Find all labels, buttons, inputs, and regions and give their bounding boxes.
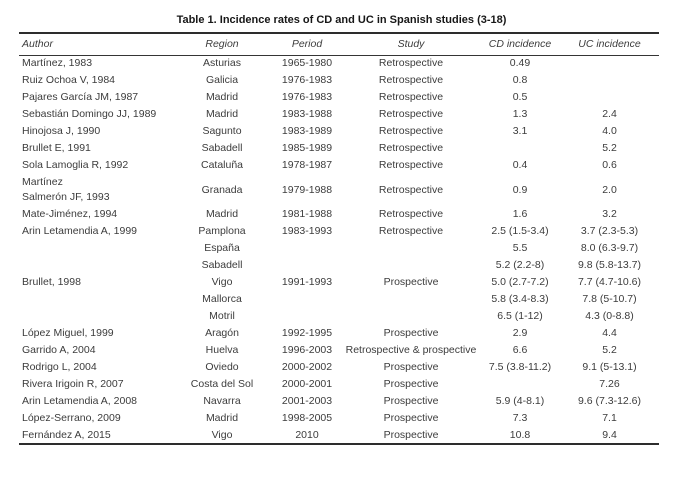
cell-author-line: Salmerón JF, 1993 — [22, 191, 110, 203]
cell-uc-incidence: 9.4 — [602, 428, 617, 441]
cell-cd-incidence: 6.6 — [512, 344, 528, 356]
cell-uc-incidence-line: 4.3 (0-8.8) — [585, 310, 634, 322]
cell-study: Retrospective — [378, 108, 444, 120]
cell-cd-incidence: 0.4 — [512, 159, 528, 171]
cell-study: Retrospective — [378, 183, 444, 196]
cell-cd-incidence: 7.5 (3.8-11.2) — [488, 361, 552, 373]
cell-region-line: Sabadell — [201, 259, 243, 271]
cell-region: Sabadell — [201, 142, 243, 154]
cell-study: Prospective — [383, 412, 439, 424]
cell-uc-incidence-line: 7.8 (5-10.7) — [582, 293, 637, 305]
table-row — [19, 376, 659, 393]
cell-region: Madrid — [205, 412, 239, 424]
cell-cd-incidence — [480, 376, 560, 393]
cell-author-line: Martínez — [22, 176, 63, 188]
table-row — [19, 55, 659, 72]
cell-cd-incidence: 2.5 (1.5-3.4) — [491, 225, 549, 237]
cell-period: 2000-2001 — [281, 378, 333, 390]
cell-region: Vigo — [211, 428, 233, 441]
cell-cd-incidence: 5.9 (4-8.1) — [495, 395, 545, 407]
cell-study: Prospective — [383, 378, 439, 390]
cell-cd-incidence: 0.9 — [512, 183, 528, 196]
cell-cd-incidence: 0.5 — [512, 91, 528, 103]
cell-region: Madrid — [205, 91, 239, 103]
cell-cd-incidence-line: 5.0 (2.7-7.2) — [491, 276, 549, 288]
cell-study: Prospective — [383, 327, 439, 339]
table-row — [19, 410, 659, 427]
cell-cd-incidence — [480, 140, 560, 157]
cell-period: 1965-1980 — [281, 57, 333, 70]
cell-study: Retrospective — [378, 74, 444, 86]
cell-period: 1978-1987 — [281, 159, 333, 171]
cell-region: Sagunto — [202, 125, 242, 137]
cell-region: Navarra — [203, 395, 241, 407]
cell-author: Fernández A, 2015 — [22, 428, 111, 441]
table-row — [19, 359, 659, 376]
cell-uc-incidence: 7.1 — [602, 412, 617, 424]
cell-uc-incidence: 0.6 — [602, 159, 617, 171]
cell-uc-incidence — [560, 55, 659, 72]
column-header-region: Region — [172, 33, 272, 55]
cell-region: Granada — [201, 183, 243, 196]
cell-study: Prospective — [383, 361, 439, 373]
table-row — [19, 174, 659, 206]
cell-region: Aragón — [205, 327, 239, 339]
column-header-study: Study — [342, 33, 480, 55]
cell-region: Galicia — [205, 74, 239, 86]
cell-period: 1983-1993 — [281, 225, 333, 237]
cell-period: 2000-2002 — [281, 361, 333, 373]
cell-period: 1979-1988 — [281, 183, 333, 196]
cell-uc-incidence — [560, 240, 659, 325]
column-header-author: Author — [19, 33, 172, 55]
cell-cd-incidence: 1.6 — [512, 208, 528, 220]
cell-period: 1976-1983 — [281, 74, 333, 86]
cell-cd-incidence — [480, 240, 560, 325]
cell-author: Brullet, 1998 — [22, 276, 81, 288]
cell-study: Retrospective — [378, 57, 444, 70]
cell-author: Sola Lamoglia R, 1992 — [22, 159, 129, 171]
cell-uc-incidence: 4.0 — [602, 125, 617, 137]
cell-study: Prospective — [383, 428, 439, 441]
column-header-cd-incidence: CD incidence — [480, 33, 560, 55]
table-row — [19, 72, 659, 89]
cell-uc-incidence: 3.2 — [602, 208, 617, 220]
cell-period: 1985-1989 — [281, 142, 333, 154]
cell-author: López-Serrano, 2009 — [22, 412, 121, 424]
cell-author: Brullet E, 1991 — [22, 142, 91, 154]
cell-region: Asturias — [203, 57, 241, 70]
cell-period: 1996-2003 — [281, 344, 333, 356]
table-row — [19, 140, 659, 157]
table-row — [19, 240, 659, 325]
table-row — [19, 206, 659, 223]
cell-study: Retrospective — [378, 91, 444, 103]
cell-author: Pajares García JM, 1987 — [22, 91, 139, 103]
cell-region: Madrid — [205, 208, 239, 220]
cell-region: Huelva — [205, 344, 239, 356]
cell-study: Retrospective — [378, 225, 444, 237]
cell-author: Rivera Irigoin R, 2007 — [22, 378, 124, 390]
cell-uc-incidence: 2.4 — [602, 108, 617, 120]
cell-author: Garrido A, 2004 — [22, 344, 96, 356]
cell-region: Cataluña — [200, 159, 244, 171]
cell-region — [172, 240, 272, 325]
cell-period: 2010 — [295, 428, 319, 441]
cell-uc-incidence: 4.4 — [602, 327, 617, 339]
table-row — [19, 89, 659, 106]
cell-uc-incidence: 5.2 — [602, 344, 617, 356]
cell-study: Retrospective — [378, 125, 444, 137]
cell-author: Ruiz Ochoa V, 1984 — [22, 74, 116, 86]
cell-cd-incidence-line: 6.5 (1-12) — [497, 310, 543, 322]
cell-uc-incidence: 7.26 — [599, 378, 620, 390]
cell-study: Retrospective — [378, 208, 444, 220]
table-row — [19, 427, 659, 444]
cell-study: Retrospective & prospective — [345, 344, 477, 356]
table-row — [19, 223, 659, 240]
cell-uc-incidence: 5.2 — [602, 142, 617, 154]
table-body — [19, 55, 659, 444]
cell-author: Mate-Jiménez, 1994 — [22, 208, 118, 220]
cell-period: 1998-2005 — [281, 412, 333, 424]
cell-uc-incidence: 9.1 (5-13.1) — [582, 361, 637, 373]
table-title: Table 1. Incidence rates of CD and UC in Spanish studies (3-18) — [176, 14, 507, 26]
cell-author: Sebastián Domingo JJ, 1989 — [22, 108, 157, 120]
table-row — [19, 393, 659, 410]
column-header-period: Period — [272, 33, 342, 55]
cell-region-line: Motril — [209, 310, 235, 322]
cell-study: Prospective — [383, 395, 439, 407]
incidence-table — [19, 32, 659, 445]
table-row — [19, 325, 659, 342]
cell-author: López Miguel, 1999 — [22, 327, 114, 339]
cell-cd-incidence: 1.3 — [512, 108, 528, 120]
cell-uc-incidence: 3.7 (2.3-5.3) — [580, 225, 639, 237]
cell-uc-incidence-line: 7.7 (4.7-10.6) — [577, 276, 642, 288]
cell-period: 1981-1988 — [281, 208, 333, 220]
cell-author: Martínez, 1983 — [22, 57, 93, 70]
cell-period: 2001-2003 — [281, 395, 333, 407]
cell-period: 1983-1989 — [281, 125, 333, 137]
cell-period: 1983-1988 — [281, 108, 333, 120]
cell-cd-incidence-line: 5.8 (3.4-8.3) — [491, 293, 549, 305]
table-row — [19, 123, 659, 140]
cell-cd-incidence: 0.8 — [512, 74, 528, 86]
cell-cd-incidence: 2.9 — [512, 327, 528, 339]
cell-author: Arin Letamendia A, 1999 — [22, 225, 137, 237]
cell-author: Hinojosa J, 1990 — [22, 125, 101, 137]
cell-uc-incidence-line: 8.0 (6.3-9.7) — [580, 242, 639, 254]
table-row — [19, 157, 659, 174]
cell-region: Costa del Sol — [190, 378, 254, 390]
column-header-uc-incidence: UC incidence — [560, 33, 659, 55]
table-row — [19, 342, 659, 359]
cell-uc-incidence — [560, 89, 659, 106]
cell-cd-incidence: 3.1 — [512, 125, 528, 137]
cell-study: Prospective — [383, 276, 439, 288]
cell-region-line: Mallorca — [202, 293, 242, 305]
cell-region-line: Vigo — [211, 276, 233, 288]
cell-uc-incidence-line: 9.8 (5.8-13.7) — [577, 259, 642, 271]
cell-cd-incidence-line: 5.5 — [512, 242, 528, 254]
cell-uc-incidence: 9.6 (7.3-12.6) — [577, 395, 642, 407]
cell-cd-incidence: 7.3 — [512, 412, 528, 424]
cell-uc-incidence: 2.0 — [602, 183, 617, 196]
cell-region: Oviedo — [205, 361, 239, 373]
cell-period: 1992-1995 — [281, 327, 333, 339]
cell-region: Pamplona — [198, 225, 246, 237]
cell-study: Retrospective — [378, 142, 444, 154]
cell-cd-incidence-line: 5.2 (2.2-8) — [495, 259, 545, 271]
cell-uc-incidence — [560, 72, 659, 89]
cell-region-line: España — [204, 242, 240, 254]
header-row — [19, 33, 659, 55]
cell-cd-incidence: 0.49 — [509, 57, 531, 70]
cell-author: Arin Letamendia A, 2008 — [22, 395, 137, 407]
cell-region: Madrid — [205, 108, 239, 120]
table-row — [19, 106, 659, 123]
cell-period: 1976-1983 — [281, 91, 333, 103]
cell-author — [19, 174, 172, 206]
cell-period: 1991-1993 — [281, 276, 333, 288]
cell-author: Rodrigo L, 2004 — [22, 361, 97, 373]
cell-study: Retrospective — [378, 159, 444, 171]
cell-cd-incidence: 10.8 — [509, 428, 531, 441]
